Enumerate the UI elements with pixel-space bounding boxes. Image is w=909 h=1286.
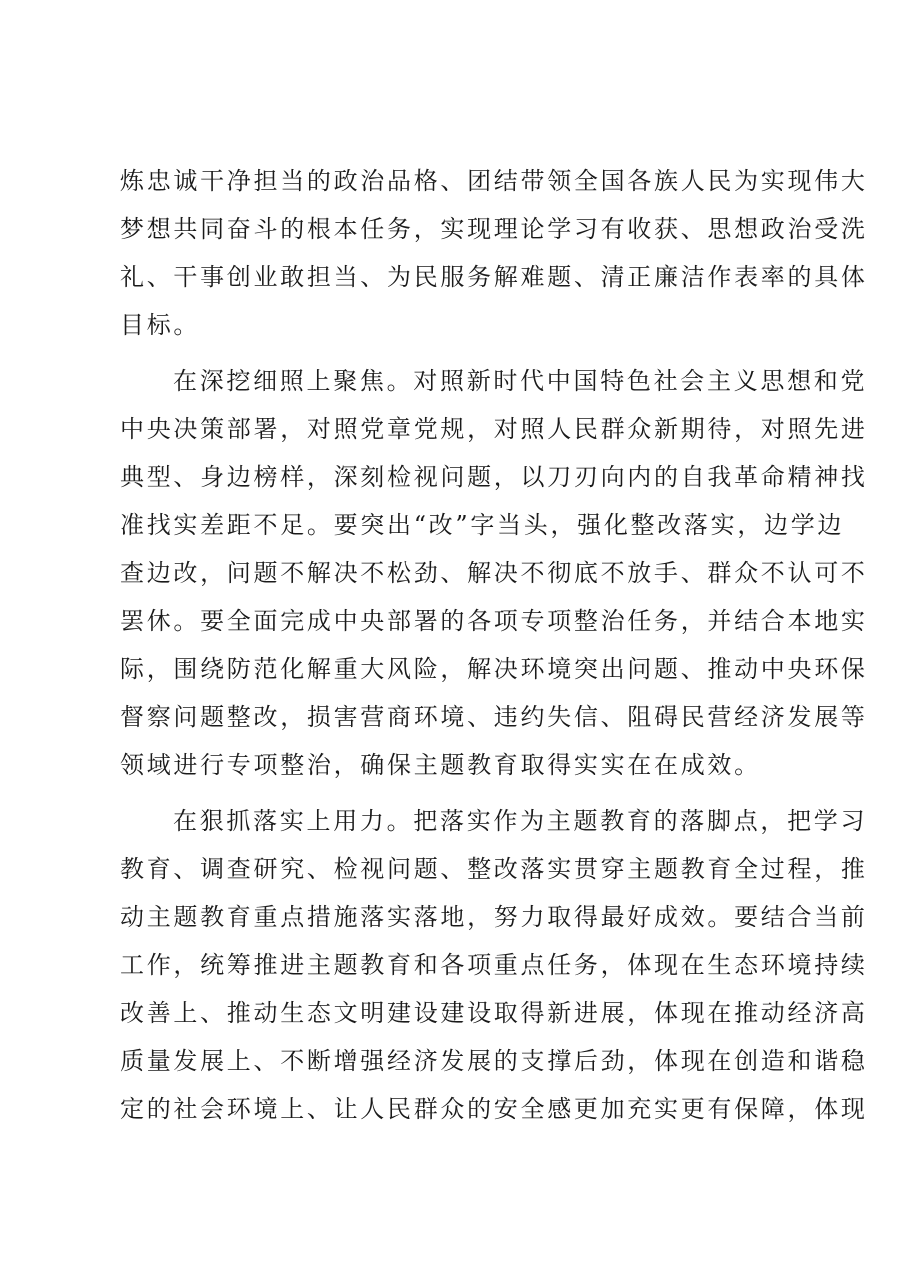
text-line: 炼忠诚干净担当的政治品格、团结带领全国各族人民为实现伟大 bbox=[120, 167, 868, 195]
paragraph-spacer bbox=[120, 789, 810, 797]
text-line: 查边改，问题不解决不松劲、解决不彻底不放手、群众不认可不 bbox=[120, 559, 868, 587]
text-line: 礼、干事创业敢担当、为民服务解难题、清正廉洁作表率的具体 bbox=[120, 263, 868, 291]
paragraph-2 bbox=[120, 357, 868, 789]
document-body bbox=[120, 157, 868, 1133]
text-line: 目标。 bbox=[120, 311, 201, 339]
paragraph-spacer bbox=[120, 349, 810, 357]
paragraph-1 bbox=[120, 157, 868, 349]
text-line: 定的社会环境上、让人民群众的安全感更加充实更有保障，体现 bbox=[120, 1095, 868, 1123]
paragraph-3 bbox=[120, 797, 868, 1133]
text-line: 教育、调查研究、检视问题、整改落实贯穿主题教育全过程，推 bbox=[120, 855, 868, 883]
text-line: 领域进行专项整治，确保主题教育取得实实在在成效。 bbox=[120, 751, 761, 779]
text-line: 动主题教育重点措施落实落地，努力取得最好成效。要结合当前 bbox=[120, 903, 868, 931]
text-line: 督察问题整改，损害营商环境、违约失信、阻碍民营经济发展等 bbox=[120, 703, 868, 731]
text-line: 准找实差距不足。要突出“改”字当头，强化整改落实，边学边 bbox=[120, 511, 845, 539]
text-line: 改善上、推动生态文明建设建设取得新进展，体现在推动经济高 bbox=[120, 999, 868, 1027]
text-line: 中央决策部署，对照党章党规，对照人民群众新期待，对照先进 bbox=[120, 415, 868, 443]
text-line-first: 在深挖细照上聚焦。对照新时代中国特色社会主义思想和党 bbox=[173, 367, 868, 395]
text-line: 罢休。要全面完成中央部署的各项专项整治任务，并结合本地实 bbox=[120, 607, 868, 635]
text-line: 典型、身边榜样，深刻检视问题，以刀刃向内的自我革命精神找 bbox=[120, 463, 868, 491]
text-line: 工作，统筹推进主题教育和各项重点任务，体现在生态环境持续 bbox=[120, 951, 868, 979]
text-line-first: 在狠抓落实上用力。把落实作为主题教育的落脚点，把学习 bbox=[173, 807, 868, 835]
text-line: 质量发展上、不断增强经济发展的支撑后劲，体现在创造和谐稳 bbox=[120, 1047, 868, 1075]
text-line: 梦想共同奋斗的根本任务，实现理论学习有收获、思想政治受洗 bbox=[120, 215, 868, 243]
text-line: 际，围绕防范化解重大风险，解决环境突出问题、推动中央环保 bbox=[120, 655, 868, 683]
